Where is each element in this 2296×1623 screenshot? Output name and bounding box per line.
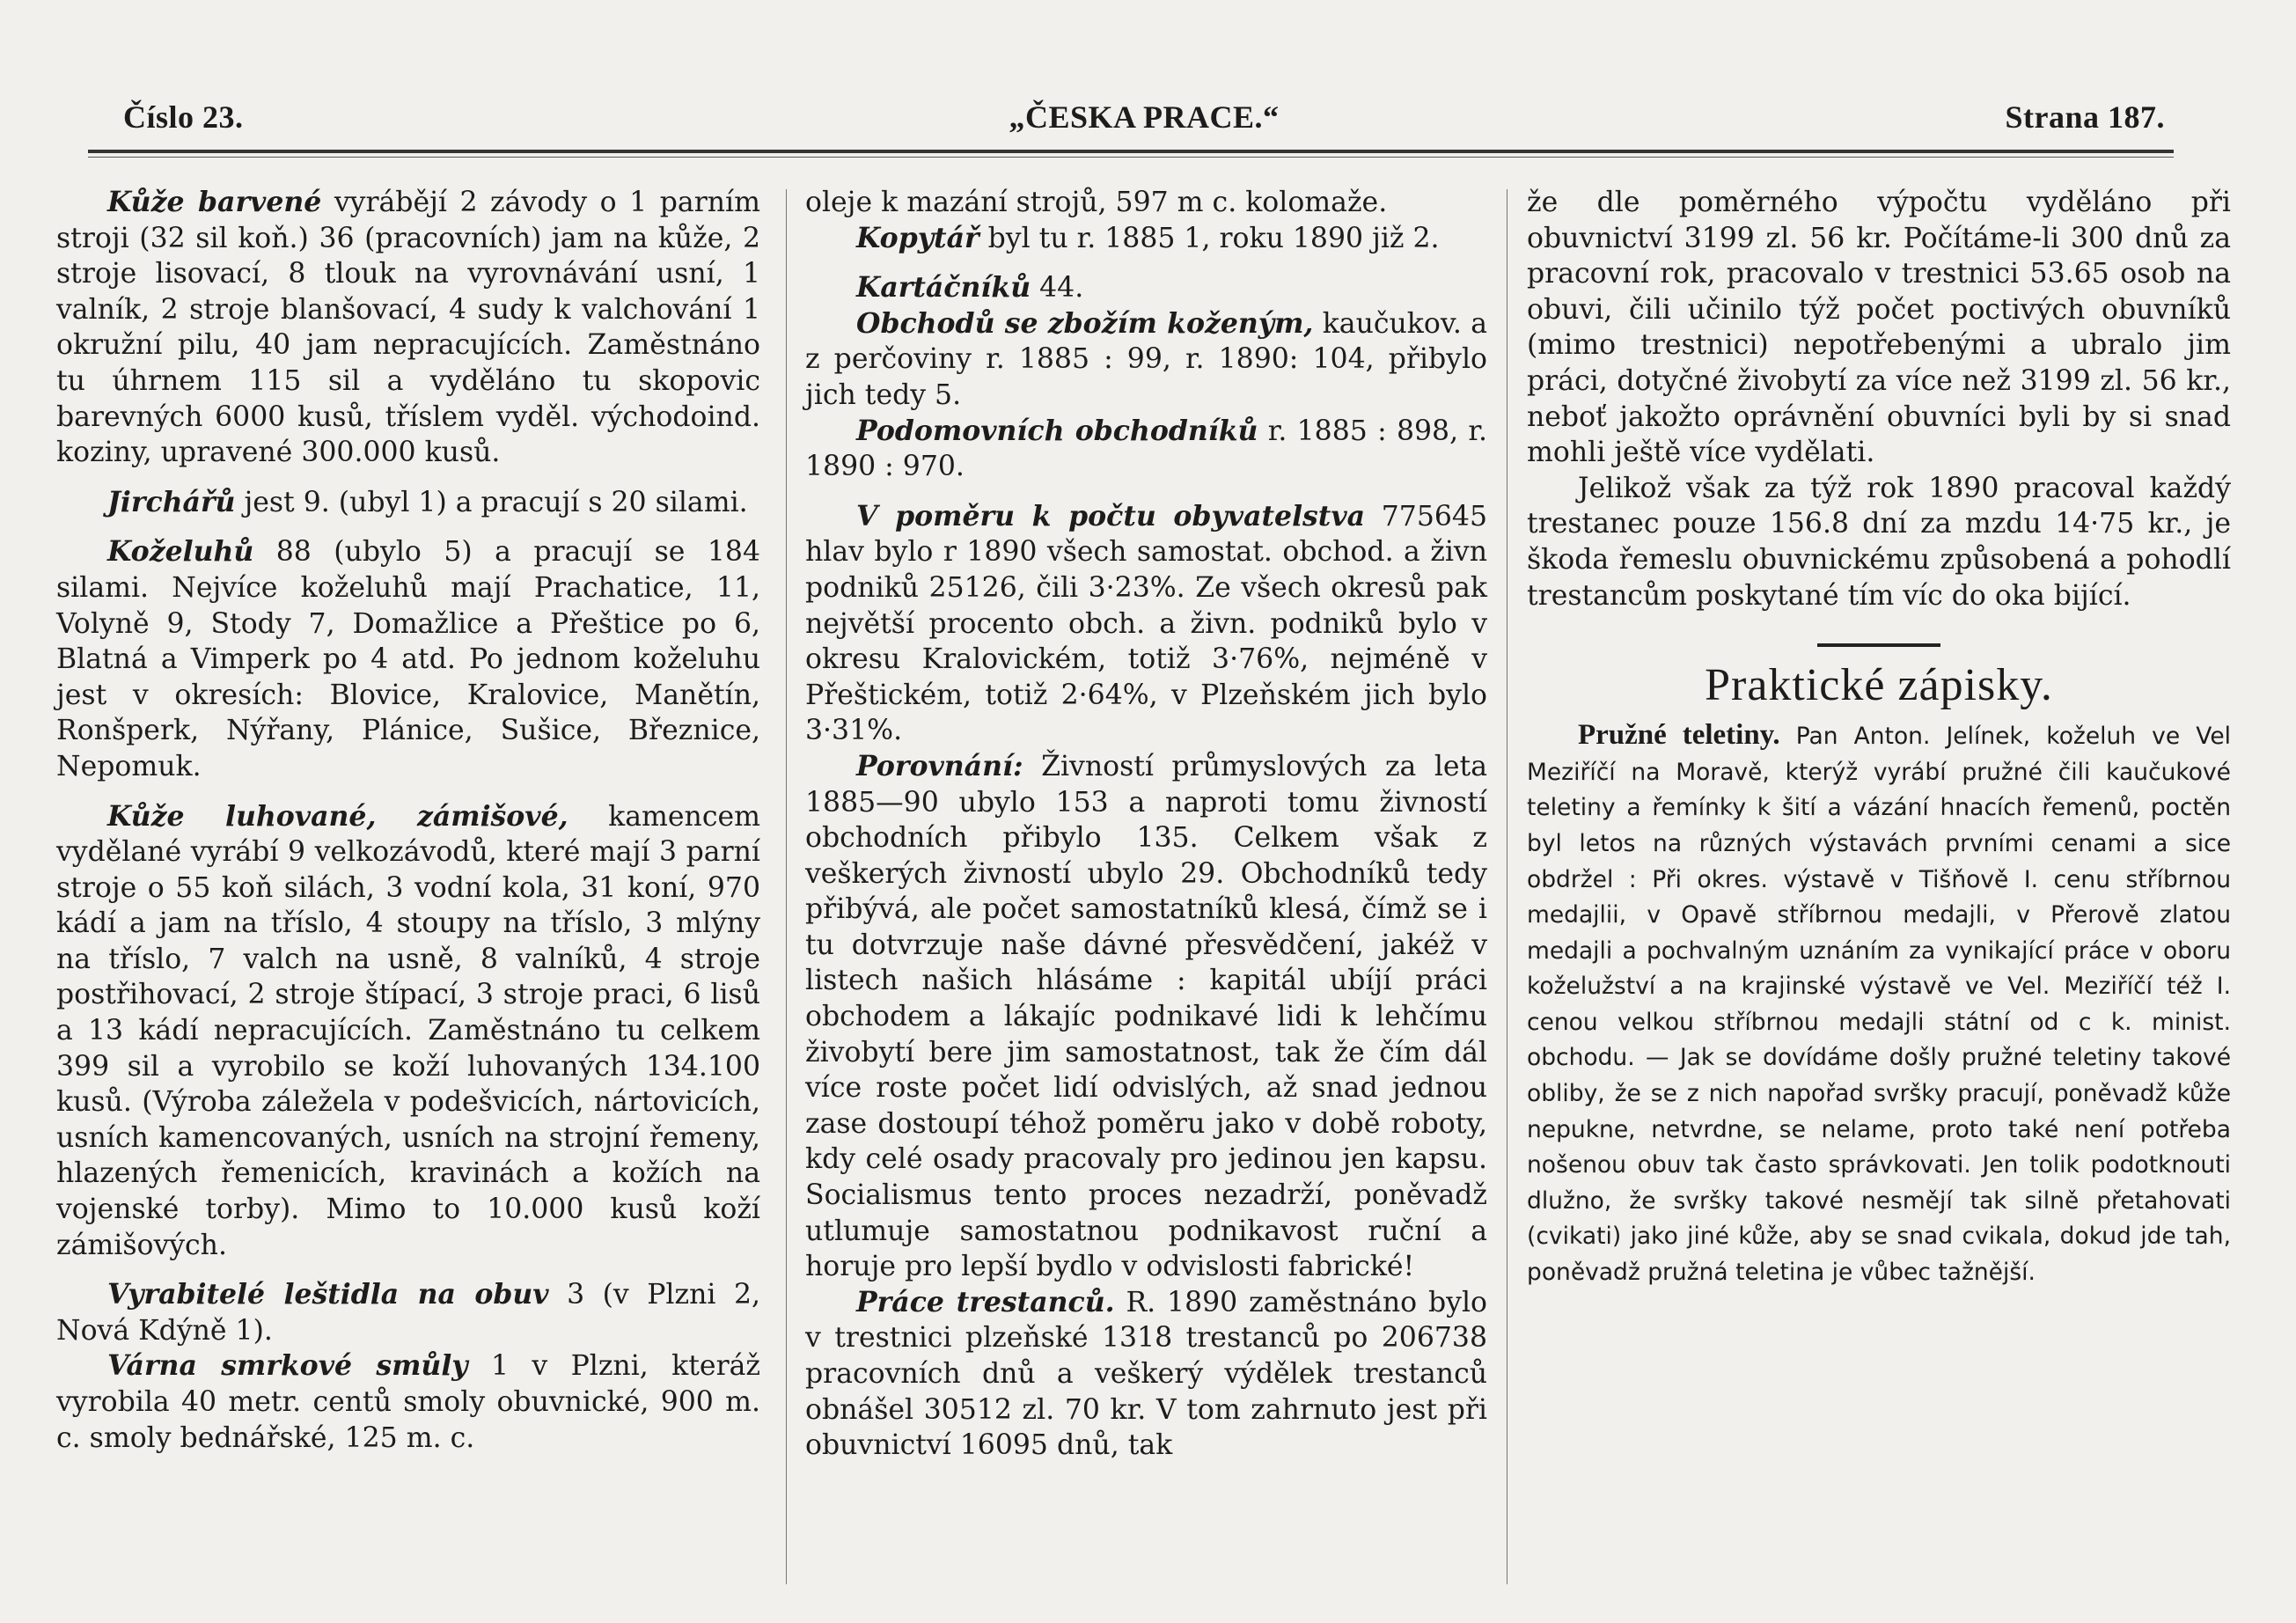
header-rule-thin [88, 157, 2174, 158]
paragraph [1527, 471, 2231, 613]
paragraph-lead: Kartáčníků [856, 271, 1031, 305]
paragraph [56, 185, 760, 471]
publication-title: „ČESKA PRACE.“ [1009, 99, 1280, 135]
paragraph [805, 270, 1487, 306]
paragraph-text: jest 9. (ubyl 1) a pracují s 20 silami. [235, 486, 748, 518]
paragraph-text: 88 (ubylo 5) a pracují se 184 silami. Nejvíce koželuhů mají Prachatice, 11, Volyně 9, Stody 7, Domažlice a Přeštice po 6, Blatná a Vimperk po 4 atd. Po jednom koželuhu jest v okresích: Blovice, Kralovice, Manětín, Ronšperk, Nýřany, Plánice, Sušice, Březnice, Nepomuk. [56, 536, 760, 782]
paragraph-text: r. 1885 : 898, r. 1890 : 970. [805, 415, 1487, 483]
paragraph [56, 1277, 760, 1348]
paragraph-text: byl tu r. 1885 1, roku 1890 již 2. [979, 222, 1440, 254]
paragraph [805, 185, 1487, 221]
paragraph-text: Jelikož však za týž rok 1890 pracoval každý trestanec pouze 156.8 dní za mzdu 14·75 kr., je škoda řemeslu obuvnickému způsobená a pohodlí trestancům poskytané tím víc do oka bijící. [1527, 472, 2231, 612]
paragraph-lead: Porovnání: [856, 749, 1023, 782]
paragraph [56, 1348, 760, 1456]
column-divider [786, 189, 787, 1584]
paragraph-lead: V poměru k počtu obyvatelstva [856, 499, 1366, 532]
paragraph-text: oleje k mazání strojů, 597 m c. kolomaže. [805, 187, 1388, 218]
paragraph-lead: Pružné teletiny. [1578, 719, 1780, 752]
paragraph-lead: Vyrabitelé leštidla na obuv [107, 1278, 549, 1311]
paragraph-lead: Várna smrkové smůly [107, 1349, 468, 1383]
paragraph [56, 534, 760, 784]
paragraph-text: Živností průmyslových za leta 1885—90 ubylo 153 a naproti tomu živností obchodních přibylo 135. Celkem však z veškerých živností ubylo 29. Obchodníků tedy přibývá, ale počet samostatníků klesá, čímž se i tu dotvrzuje naše dávné přesvědčení, jakéž v listech našich hlásáme : kapitál ubíjí práci obchodem a lákajíc podnikavé lidi k lehčímu živobytí bere jim samostatnost, tak že čím dál více roste počet lidí odvislých, až snad jednou zase dostoupí téhož poměru jako v době roboty, kdy celé osady pracovaly pro jedinou jen kapsu. Socialismus tento proces nezadrží, poněvadž utlumuje samostatnou podnikavost ruční a horuje pro lepší bydlo v odvislosti fabrické! [805, 750, 1487, 1283]
paragraph [805, 306, 1487, 414]
paragraph-text: kaučukov. a z perčoviny r. 1885 : 99, r. 1890: 104, přibylo jich tedy 5. [805, 307, 1487, 411]
paragraph [805, 414, 1487, 485]
paragraph [805, 221, 1487, 257]
paragraph-lead: Koželuhů [107, 535, 254, 569]
paragraph [805, 1285, 1487, 1464]
paragraph [56, 799, 760, 1264]
column-1 [56, 185, 760, 1593]
header-rule [88, 150, 2174, 153]
paragraph [56, 485, 760, 521]
paragraph [1527, 717, 2231, 1291]
section-title: Praktické zápisky. [1705, 660, 2053, 711]
paragraph-text: 44. [1031, 272, 1084, 305]
page-header [114, 99, 2174, 148]
paragraph [1527, 185, 2231, 471]
paragraph [805, 749, 1487, 1285]
paragraph [805, 499, 1487, 749]
paragraph-text: 1 v Plzni, kteráž vyrobila 40 metr. centů smoly obuvnické, 900 m. c. smoly bednářské, 125 m. c. [56, 1350, 760, 1454]
paragraph-lead: Obchodů se zbožím koženým, [856, 306, 1314, 340]
paragraph-lead: Jirchářů [107, 485, 236, 518]
paragraph-lead: Podomovních obchodníků [856, 414, 1258, 447]
paragraph-lead: Kůže barvené [107, 186, 322, 218]
paragraph-text: Pan Anton. Jelínek, koželuh ve Vel Meziříčí na Moravě, kterýž vyrábí pružné čili kaučukové teletiny a řemínky k šití a vázání hnacích řemenů, poctěn byl letos na různých výstavách prvními cenami a sice obdržel : Při okres. výstavě v Tišňově I. cenu stříbrnou medajlii, v Opavě stříbrnou medajli, v Přerově zlatou medajli a pochvalným uznáním za vynikající práce v oboru koželužství a na krajinské výstavě ve Vel. Meziříčí též I. cenou velkou stříbrnou medajli státní od c k. minist. obchodu. — Jak se dovídáme došly pružné teletiny takové obliby, že se z nich napořad svršky pracují, poněvadž kůže nepukne, netvrdne, se nelame, proto také není potřeba nošenou obuv tak často správkovati. Jen tolik podotknouti dlužno, že svršky takové nesmějí tak silně přetahovati (cvikati) jako jiné kůže, aby se snad cvikala, dokud jde tah, poněvadž pružná teletina je vůbec tažnější. [1527, 723, 2231, 1287]
paragraph-lead: Kopytář [856, 221, 979, 254]
column-2 [805, 185, 1487, 1593]
paragraph-text: R. 1890 zaměstnáno bylo v trestnici plzeňské 1318 trestanců po 206738 pracovních dnů a veškerý výdělek trestanců obnášel 30512 zl. 70 kr. V tom zahrnuto jest při obuvnictví 16095 dnů, tak [805, 1286, 1487, 1462]
section-divider [1817, 643, 1940, 647]
paragraph-text: 775645 hlav bylo r 1890 všech samostat. obchod. a živn podniků 25126, čili 3·23%. Ze všech okresů pak největší procento obch. a živn. podniků bylo v okresu Kralovickém, totiž 3·76%, nejméně v Přeštickém, totiž 2·64%, v Plzeňském jich bylo 3·31%. [805, 500, 1487, 747]
issue-number: Číslo 23. [123, 99, 244, 135]
paragraph-text: 3 (v Plzni 2, Nová Kdýně 1). [56, 1279, 760, 1347]
paragraph-text: vyrábějí 2 závody o 1 parním stroji (32 sil koň.) 36 (pracovních) jam na kůže, 2 stroje lisovací, 8 tlouk na vyrovnávání usní, 1 valník, 2 stroje blanšovací, 4 sudy k valchování 1 okružní pilu, 40 jam nepracujících. Zaměstnáno tu úhrnem 115 sil a vyděláno tu skopovic barevných 6000 kusů, tříslem vyděl. východoind. koziny, upravené 300.000 kusů. [56, 187, 760, 469]
page-number: Strana 187. [2005, 99, 2165, 135]
column-3 [1527, 185, 2231, 1593]
paragraph-text: kamencem vydělané vyrábí 9 velkozávodů, které mají 3 parní stroje o 55 koň silách, 3 vodní kola, 31 koní, 970 kádí a jam na tříslo, 4 stoupy na tříslo, 3 mlýny na tříslo, 7 valch na usně, 8 valníků, 4 stroje postřihovací, 2 stroje štípací, 3 stroje praci, 6 lisů a 13 kádí nepracujících. Zaměstnáno tu celkem 399 sil a vyrobilo se koží luhovaných 134.100 kusů. (Výroba záležela v podešvicích, nártovicích, usních kamencovaných, usních na strojní řemeny, hlazených řemenicích, kravinách a kožích na vojenské torby). Mimo to 10.000 kusů koží zámišových. [56, 800, 760, 1261]
paragraph-text: že dle poměrného výpočtu vyděláno při obuvnictví 3199 zl. 56 kr. Počítáme-li 300 dnů za pracovní rok, pracovalo v trestnici 53.65 osob na obuvi, čili učinilo týž počet poctivých obuvníků (mimo trestnici) nepotřebenými a ubralo jim práci, dotyčné živobytí za více než 3199 zl. 56 kr., neboť jakožto oprávnění obuvníci byli by si snad mohli ještě více vydělati. [1527, 187, 2231, 469]
paragraph-lead: Práce trestanců. [856, 1285, 1115, 1318]
paragraph-lead: Kůže luhované, zámišové, [107, 799, 568, 833]
